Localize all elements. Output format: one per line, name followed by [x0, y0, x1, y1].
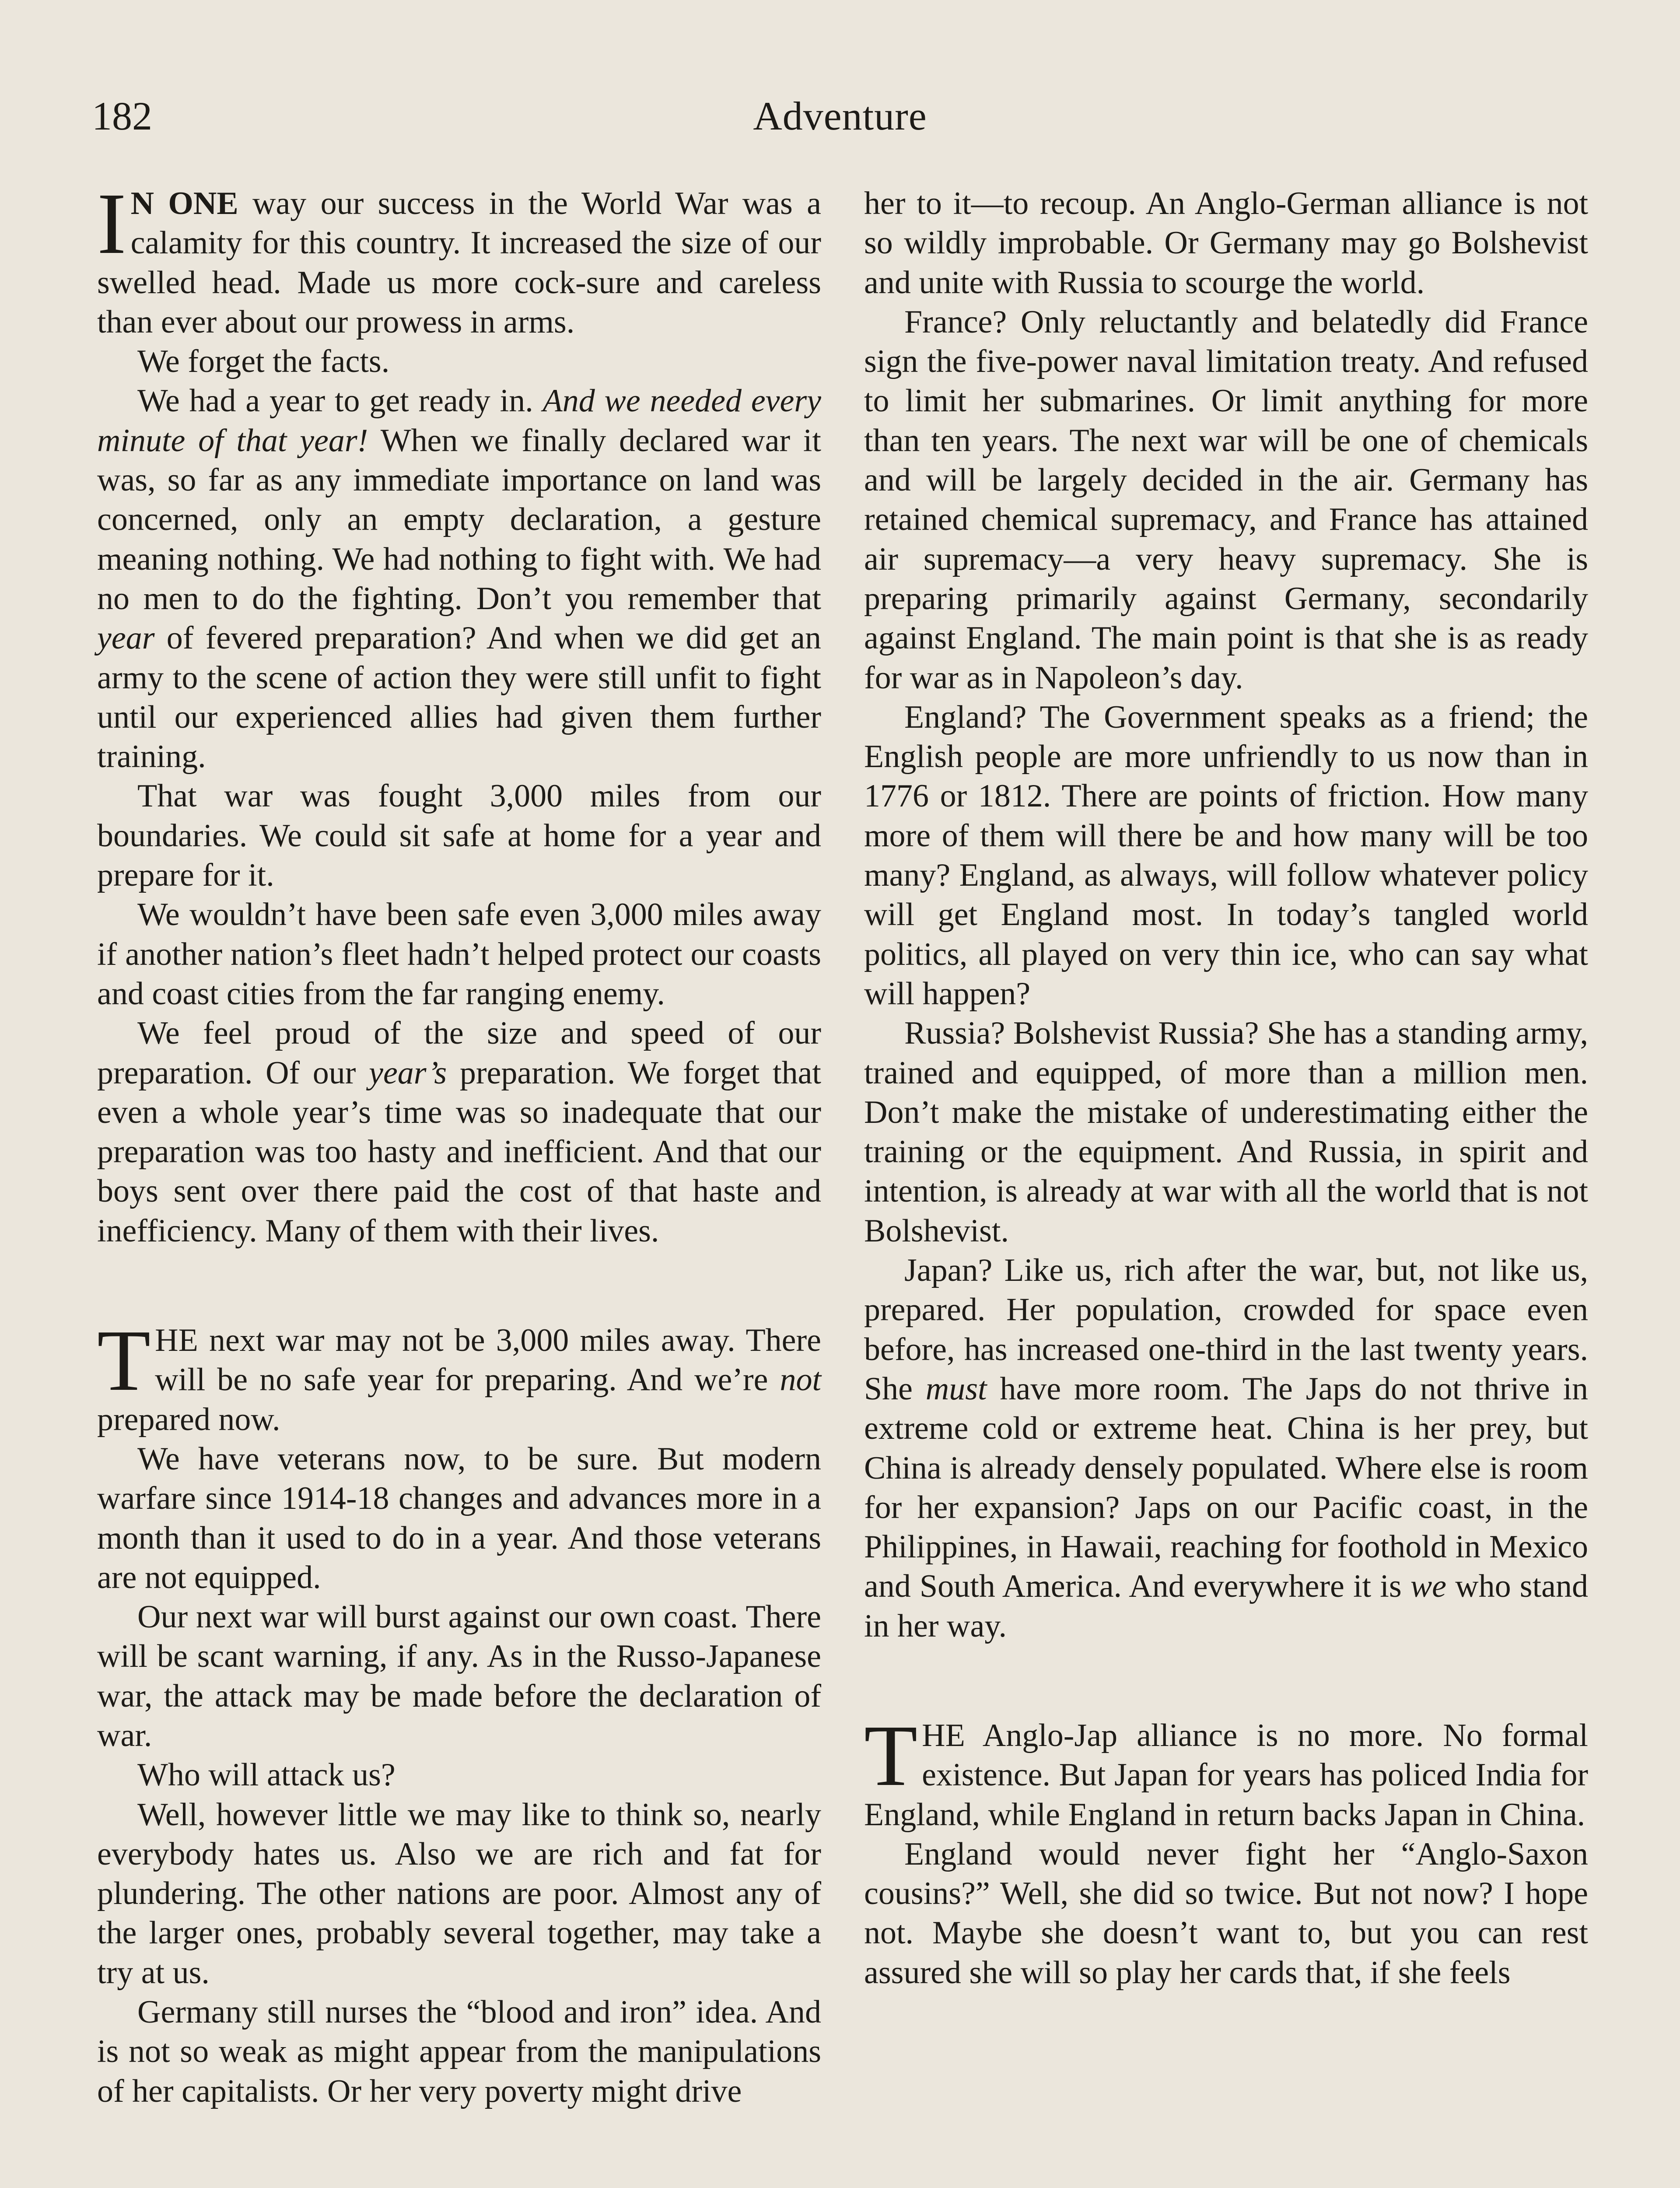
paragraph [864, 1251, 1588, 1646]
paragraph: Russia? Bolshevist Russia? She has a standing army, trained and equipped, of more than a million men. Don’t make the mistake of underestimating either the training or the equipment. And Russia, in spirit and intention, is already at war with all the world that is not Bolshevist. [864, 1015, 1588, 1249]
emphasis-text: must [925, 1371, 987, 1407]
paragraph-text: who stand in her way. [864, 1568, 1588, 1644]
right-column [864, 184, 1588, 1992]
paragraph [97, 175, 821, 342]
drop-cap: I [97, 175, 126, 272]
paragraph: Who will attack us? [137, 1757, 396, 1793]
paragraph-text: Japan? Like us, rich after the war, but, not like us, prepared. Her population, crowded for space even before, has increased one-third in the last twenty years. She [864, 1252, 1588, 1407]
drop-cap: T [97, 1312, 151, 1410]
magazine-title: Adventure [753, 94, 927, 138]
paragraph: France? Only reluctantly and belatedly did France sign the five-power naval limitation treaty. And refused to limit her submarines. Or limit anything for more than ten years. The next war will be one of chemicals and will be largely decided in the air. Germany has retained chemical supremacy, and France has attained air supremacy—a very heavy supremacy. She is preparing primarily against Germany, secondarily against England. The main point is that she is as ready for war as in Napoleon’s day. [864, 304, 1588, 696]
paragraph-text: prepared now. [97, 1401, 280, 1438]
paragraph: We have veterans now, to be sure. But modern warfare since 1914-18 changes and advances more in a month than it used to do in a year. And those veterans are not equipped. [97, 1441, 821, 1595]
paragraph: That war was fought 3,000 miles from our boundaries. We could sit safe at home for a year and prepare for it. [97, 778, 821, 894]
emphasis-text: And we needed every minute of that year! [97, 383, 821, 459]
opening-words: N ONE [130, 186, 238, 221]
paragraph: England would never fight her “Anglo-Saxon cousins?” Well, she did so twice. But not now? I hope not. Maybe she doesn’t want to, but you can rest assured she will so play her cards that, if she feels [864, 1836, 1588, 1991]
paragraph-text: HE Anglo-Jap alliance is no more. No formal existence. But Japan for years has policed India for England, while England in return backs Japan in China. [864, 1717, 1588, 1833]
paragraph: Our next war will burst against our own coast. There will be scant warning, if any. As in the Russo-Japanese war, the attack may be made before the declaration of war. [97, 1599, 821, 1753]
paragraph-text: We had a year to get ready in. [137, 383, 543, 419]
emphasis-text: we [1410, 1568, 1447, 1605]
paragraph [97, 1013, 821, 1251]
paragraph-text: way our success in the World War was a calamity for this country. It increased the size of our swelled head. Made us more cock-sure and careless than ever about our prowess in arms. [97, 186, 821, 340]
emphasis-text: year [97, 620, 155, 656]
page-number: 182 [92, 94, 152, 138]
paragraph: her to it—to recoup. An Anglo-German alliance is not so wildly improbable. Or Germany may go Bolshevist and unite with Russia to scourge the world. [864, 186, 1588, 301]
paragraph: Germany still nurses the “blood and iron” idea. And is not so weak as might appear from the manipulations of her capitalists. Or her very poverty might drive [97, 1994, 821, 2109]
paragraph: Well, however little we may like to think so, nearly everybody hates us. Also we are rich and fat for plundering. The other nations are poor. Almost any of the larger ones, probably several together, may take a try at us. [97, 1796, 821, 1991]
paragraph-text: HE next war may not be 3,000 miles away. There will be no safe year for preparing. And we’re [155, 1322, 821, 1398]
paragraph-text: When we finally declared war it was, so far as any immediate importance on land was concerned, only an empty declaration, a gesture meaning nothing. We had nothing to fight with. We had no men to do the fighting. Don’t you remember that [97, 422, 821, 617]
paragraph [97, 1312, 821, 1439]
paragraph: England? The Government speaks as a friend; the English people are more unfriendly to us now than in 1776 or 1812. There are points of friction. How many more of them will there be and how many will be too many? England, as always, will follow whatever policy will get England most. In today’s tangled world politics, all played on very thin ice, who can say what will happen? [864, 699, 1588, 1012]
paragraph: We wouldn’t have been safe even 3,000 miles away if another nation’s fleet hadn’t helped protect our coasts and coast cities from the far ranging enemy. [97, 897, 821, 1012]
paragraph [864, 1707, 1588, 1834]
paragraph-text: We feel proud of the size and speed of our preparation. Of our [97, 1015, 821, 1091]
paragraph-text: preparation. We forget that even a whole year’s time was so inadequate that our preparation was too hasty and inefficient. And that our boys sent over there paid the cost of that haste and inefficiency. Many of them with their lives. [97, 1055, 821, 1249]
paragraph: We forget the facts. [137, 344, 390, 380]
paragraph-text: have more room. The Japs do not thrive in extreme cold or extreme heat. China is her prey, but China is already densely populated. Where else is room for her expansion? Japs on our Pacific coast, in the Philippines, in Hawaii, reaching for foothold in Mexico and South America. And everywhere it is [864, 1371, 1588, 1605]
drop-cap: T [864, 1707, 918, 1804]
paragraph-text: of fevered preparation? And when we did get an army to the scene of action they were still unfit to fight until our experienced allies had given them further training. [97, 620, 821, 775]
paragraph [97, 381, 821, 776]
emphasis-text: not [780, 1362, 821, 1398]
emphasis-text: year’s [369, 1055, 447, 1091]
running-head [92, 83, 1588, 149]
left-column [97, 175, 821, 2111]
